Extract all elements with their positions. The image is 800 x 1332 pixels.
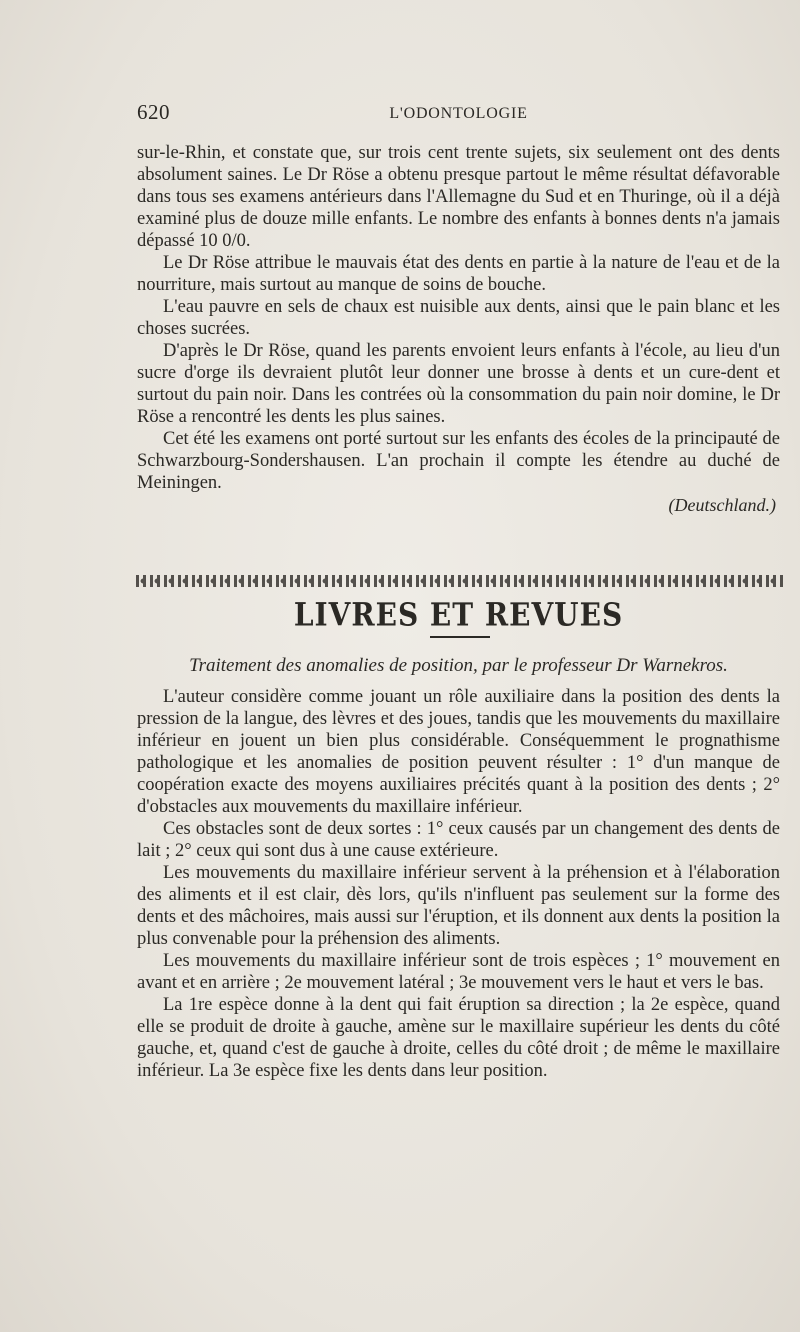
article-title: Traitement des anomalies de position, par le professeur Dr Warnekros. — [189, 655, 728, 676]
paragraph: sur-le-Rhin, et constate que, sur trois cent trente sujets, six seulement ont des dents absolument saines. Le Dr Röse a obtenu presque partout le même résultat défavorable dans tous ses examens antérieurs dans l'Allemagne du Sud et en Thuringe, où il a déjà examiné plus de douze mille enfants. Le nombre des enfants à bonnes dents n'a jamais dépassé 10 0/0. — [137, 143, 780, 251]
paragraph: Cet été les examens ont porté surtout sur les enfants des écoles de la principauté de Schwarzbourg-Sondershausen. L'an prochain il compte les étendre au duché de Meiningen. — [137, 429, 780, 493]
top-text-block — [137, 142, 780, 516]
running-title: L'ODONTOLOGIE — [389, 105, 528, 122]
paragraph: Ces obstacles sont de deux sortes : 1° ceux causés par un changement des dents de lait ; 2° ceux qui sont dus à une cause extérieure. — [137, 819, 780, 861]
section-title: LIVRES ET REVUES — [293, 595, 624, 634]
paragraph: D'après le Dr Röse, quand les parents envoient leurs enfants à l'école, au lieu d'un sucre d'orge ils devraient plutôt leur donner une brosse à dents et un cure-dent et surtout du pain noir. Dans les contrées où la consommation du pain noir domine, le Dr Röse a rencontré les dents les plus saines. — [137, 341, 780, 427]
title-rule — [430, 636, 490, 638]
page-header — [137, 100, 780, 130]
paragraph: Les mouvements du maxillaire inférieur sont de trois espèces ; 1° mouvement en avant et en arrière ; 2e mouvement latéral ; 3e mouvement vers le haut et vers le bas. — [137, 951, 780, 993]
article-text-block — [137, 686, 780, 1082]
paragraph: Le Dr Röse attribue le mauvais état des dents en partie à la nature de l'eau et de la nourriture, mais surtout au manque de soins de bouche. — [137, 253, 780, 295]
paragraph: L'eau pauvre en sels de chaux est nuisible aux dents, ainsi que le pain blanc et les choses sucrées. — [137, 297, 780, 339]
page-number: 620 — [137, 100, 170, 124]
paragraph: La 1re espèce donne à la dent qui fait éruption sa direction ; la 2e espèce, quand elle se produit de droite à gauche, amène sur le maxillaire supérieur les dents du côté gauche, et, quand c'est de gauche à droite, celles du côté droit ; de même le maxillaire inférieur. La 3e espèce fixe les dents dans leur position. — [137, 995, 780, 1081]
paragraph: L'auteur considère comme jouant un rôle auxiliaire dans la position des dents la pression de la langue, des lèvres et des joues, tandis que les mouvements du maxillaire inférieur en jouent un bien plus considérable. Conséquemment le prognathisme pathologique et les anomalies de position peuvent résulter : 1° d'un manque de coopération exacte des moyens auxiliaires précités quant à la position des dents ; 2° d'obstacles aux mouvements du maxillaire inférieur. — [137, 687, 780, 817]
source-signature: (Deutschland.) — [668, 495, 776, 515]
paragraph: Les mouvements du maxillaire inférieur servent à la préhension et à l'élaboration des aliments et il est clair, dès lors, qu'ils n'influent pas seulement sur la forme des dents et des mâchoires, mais aussi sur l'éruption, et ils donnent aux dents la position la plus convenable pour la préhension des aliments. — [137, 863, 780, 949]
ornamental-divider — [136, 575, 783, 587]
